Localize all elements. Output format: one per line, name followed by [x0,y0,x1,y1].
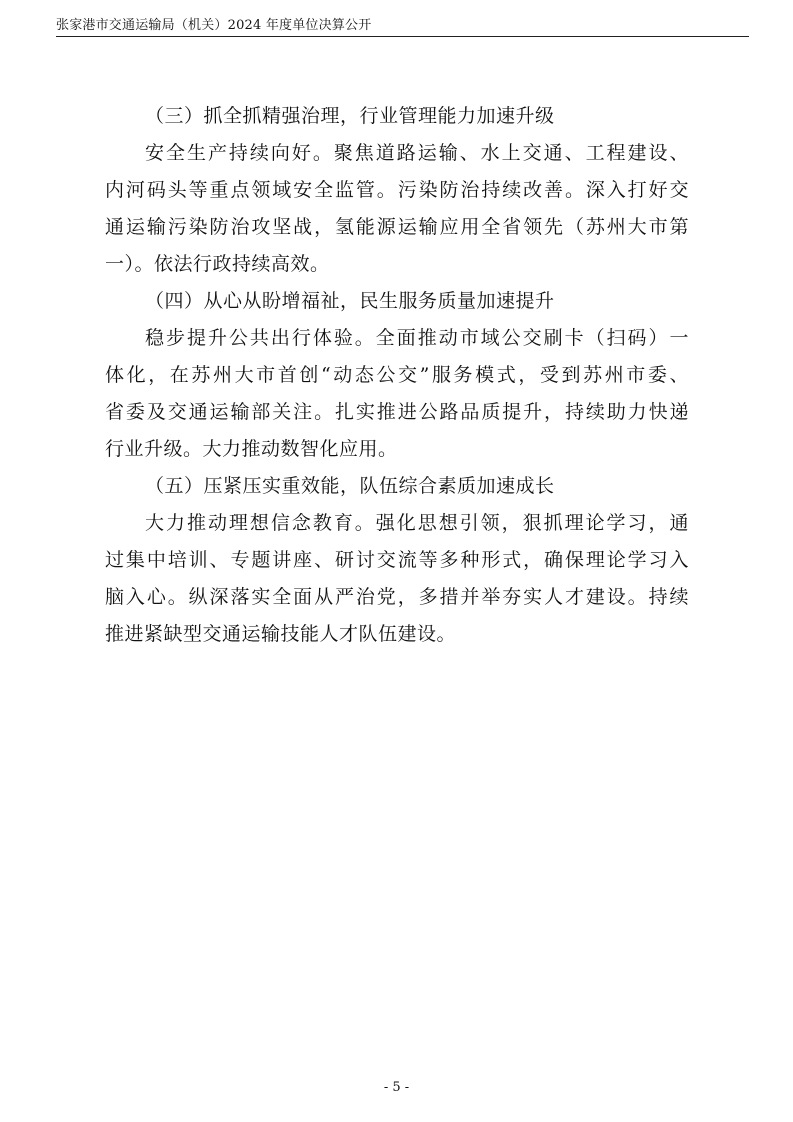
paragraph-line: 安全生产持续向好。聚焦道路运输、水上交通、工程建设、 [145,142,689,164]
section-heading-5: （五）压紧压实重效能，队伍综合素质加速成长 [145,475,555,497]
page-number: - 5 - [383,1080,410,1095]
paragraph-line: 省委及交通运输部关注。扎实推进公路品质提升，持续助力快递 [105,401,689,423]
paragraph-line: 通运输污染防治攻坚战，氢能源运输应用全省领先（苏州大市第 [105,216,689,238]
paragraph-line: 行业升级。大力推动数智化应用。 [105,438,398,460]
section-paragraph-4 [105,320,689,468]
section-paragraph-3 [105,135,689,283]
paragraph-line: 过集中培训、专题讲座、研讨交流等多种形式，确保理论学习入 [105,549,689,571]
header-title: 张家港市交通运输局（机关）2024 年度单位决算公开 [56,18,372,33]
section-paragraph-5 [105,505,689,653]
paragraph-line: 大力推动理想信念教育。强化思想引领，狠抓理论学习，通 [145,512,689,534]
paragraph-line: 体化，在苏州大市首创“动态公交”服务模式，受到苏州市委、 [105,364,689,386]
page-header [56,12,749,37]
paragraph-line: 脑入心。纵深落实全面从严治党，多措并举夯实人才建设。持续 [105,586,689,608]
section-heading-4: （四）从心从盼增福祉，民生服务质量加速提升 [145,290,555,312]
paragraph-line: 一）。依法行政持续高效。 [105,253,330,275]
paragraph-line: 稳步提升公共出行体验。全面推动市域公交刷卡（扫码）一 [145,327,689,349]
paragraph-line: 内河码头等重点领域安全监管。污染防治持续改善。深入打好交 [105,179,689,201]
document-body [105,98,689,653]
paragraph-line: 推进紧缺型交通运输技能人才队伍建设。 [105,623,457,645]
section-heading-3: （三）抓全抓精强治理，行业管理能力加速升级 [145,105,555,127]
